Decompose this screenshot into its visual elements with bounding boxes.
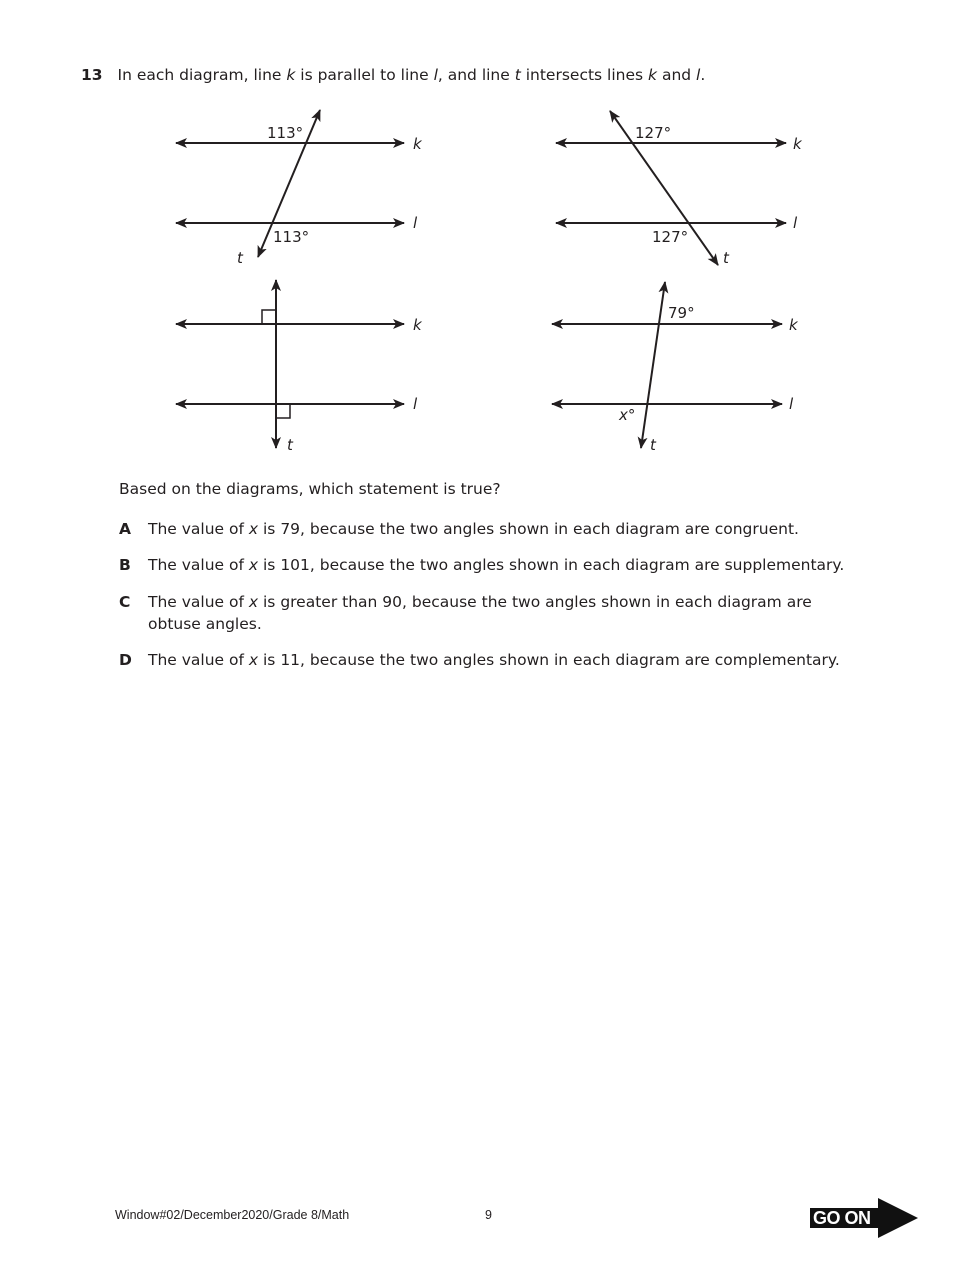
line-label-t: t (287, 436, 293, 454)
line-t (641, 282, 665, 448)
diagram-4 (552, 282, 782, 448)
angle-label: 113° (267, 124, 304, 142)
right-angle-mark (276, 404, 290, 418)
line-label-t: t (723, 249, 729, 267)
question-prompt: Based on the diagrams, which statement is true? (119, 480, 501, 498)
line-label-t: t (237, 249, 243, 267)
line-label-l: l (413, 395, 418, 413)
angle-label: 113° (273, 228, 310, 246)
angle-label: 127° (635, 124, 672, 142)
option-text: The value of x is 79, because the two angles shown in each diagram are congruent. (148, 520, 799, 538)
angle-label: 127° (652, 228, 689, 246)
line-label-t: t (650, 436, 656, 454)
option-text: The value of x is greater than 90, because the two angles shown in each diagram are obtuse angles. (148, 593, 812, 633)
stem-text: . (700, 66, 706, 84)
stem-text: intersects lines (520, 66, 649, 84)
right-angle-mark (262, 310, 276, 324)
option-letter: A (119, 520, 131, 538)
option-letter: B (119, 556, 131, 574)
option-text: The value of x is 11, because the two angles shown in each diagram are complementary. (148, 651, 840, 669)
stem-var: l (433, 66, 438, 84)
option-letter: D (119, 651, 132, 669)
stem-var: t (514, 66, 521, 84)
line-label-l: l (413, 214, 418, 232)
page-number: 9 (485, 1208, 492, 1222)
stem-text: is parallel to line (295, 66, 434, 84)
stem-text: In each diagram, line (117, 66, 287, 84)
stem-var: l (696, 66, 701, 84)
go-on-arrow (810, 1198, 920, 1238)
option-letter: C (119, 593, 131, 611)
diagrams (0, 0, 979, 500)
go-on-label: GO ON (813, 1208, 871, 1228)
stem-var: k (286, 66, 296, 84)
line-label-k: k (413, 316, 422, 334)
line-label-l: l (793, 214, 798, 232)
angle-label: 79° (668, 304, 695, 322)
stem-var: k (648, 66, 658, 84)
line-label-k: k (413, 135, 422, 153)
line-label-k: k (793, 135, 802, 153)
question-number: 13 (81, 66, 103, 84)
line-label-k: k (789, 316, 798, 334)
diagram-3 (176, 280, 404, 448)
option-text: The value of x is 101, because the two angles shown in each diagram are supplementary. (148, 556, 845, 574)
stem-text: , and line (437, 66, 515, 84)
footer-source: Window#02/December2020/Grade 8/Math (115, 1208, 350, 1222)
line-label-l: l (789, 395, 794, 413)
stem-text: and (657, 66, 697, 84)
angle-label-x: x° (619, 406, 636, 424)
